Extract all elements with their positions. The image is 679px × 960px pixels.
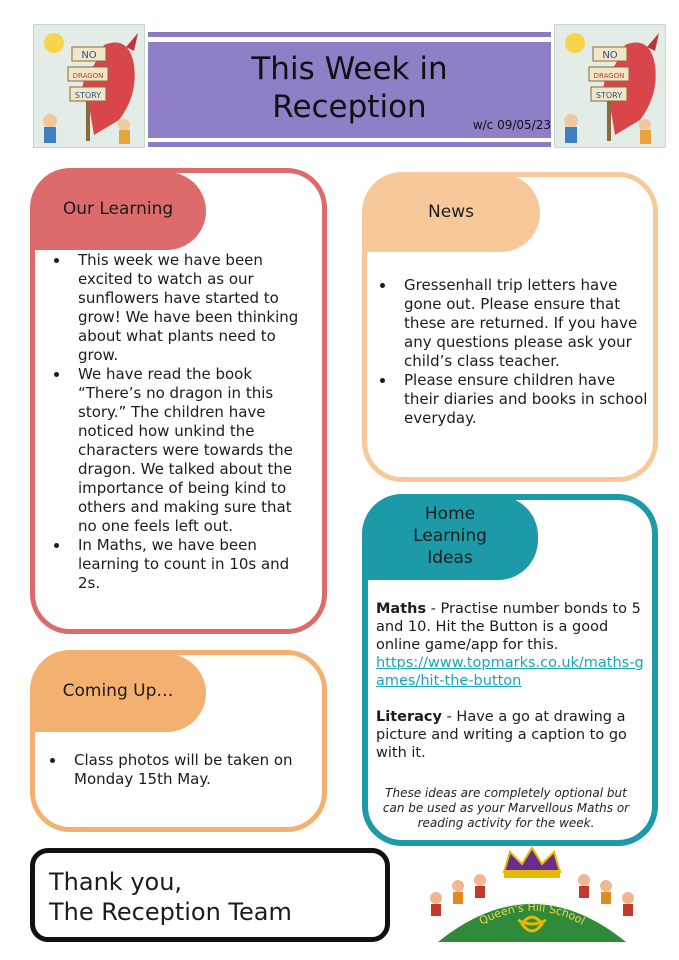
coming-up-list: [40, 751, 312, 789]
thanks-line-1: Thank you,: [49, 868, 183, 896]
our-learning-list: [44, 251, 314, 593]
page-title: [148, 50, 551, 126]
book-word-dragon: DRAGON: [593, 72, 625, 80]
list-item: • Class photos will be taken on Monday 15th May.: [66, 751, 312, 789]
home-learning-heading-line-1: Home: [424, 504, 476, 524]
list-item: • Gressenhall trip letters have gone out. Please ensure that these are returned. If you have any questions please ask your child’s class teacher.: [396, 276, 648, 371]
list-item: • This week we have been excited to watch as our sunflowers have started to grow! We have been thinking about what plants need to grow.: [70, 251, 314, 365]
news-list: [370, 276, 648, 428]
book-word-story: STORY: [595, 91, 623, 100]
coming-up-heading: Coming Up…: [30, 654, 206, 732]
week-commencing: w/c 09/05/23: [472, 118, 551, 132]
maths-idea: [376, 600, 648, 690]
list-item: • In Maths, we have been learning to count in 10s and 2s.: [70, 536, 314, 593]
title-line-1: This Week in: [251, 51, 448, 87]
home-learning-heading: [362, 496, 538, 580]
school-logo: [418, 846, 646, 946]
hit-the-button-link[interactable]: https://www.topmarks.co.uk/maths-games/hit-the-button: [376, 655, 644, 689]
literacy-label: Literacy: [376, 709, 442, 725]
maths-text: - Practise number bonds to 5 and 10. Hit the Button is a good online game/app for this.: [376, 601, 641, 653]
book-word-dragon: DRAGON: [72, 72, 104, 80]
news-heading: News: [362, 174, 540, 252]
thanks-line-2: The Reception Team: [49, 898, 292, 926]
literacy-text: - Have a go at drawing a picture and writing a caption to go with it.: [376, 709, 627, 761]
home-learning-heading-line-3: Ideas: [427, 548, 473, 568]
home-learning-note: These ideas are completely optional but can be used as your Marvellous Maths or reading activity for the week.: [382, 786, 630, 830]
book-word-story: STORY: [74, 91, 102, 100]
our-learning-heading: Our Learning: [30, 172, 206, 250]
title-banner: [148, 42, 551, 138]
list-item: • We have read the book “There’s no dragon in this story.” The children have noticed how unkind the characters were towards the dragon. We talked about the importance of being kind to others and making sure that no one feels left out.: [70, 365, 314, 536]
thank-you-box: [30, 848, 390, 942]
school-logo-text: Queen's Hill School: [476, 900, 588, 928]
list-item: • Please ensure children have their diaries and books in school everyday.: [396, 371, 648, 428]
book-cover-left: [33, 24, 145, 148]
home-learning-heading-line-2: Learning: [413, 526, 487, 546]
book-cover-right: [554, 24, 666, 148]
maths-label: Maths: [376, 601, 427, 617]
banner-bottom-line: [148, 142, 551, 147]
home-learning-content: [376, 600, 648, 762]
book-word-no: NO: [81, 50, 97, 61]
title-line-2: Reception: [272, 89, 427, 125]
literacy-idea: [376, 708, 648, 762]
book-word-no: NO: [602, 50, 618, 61]
banner-top-line: [148, 32, 551, 37]
